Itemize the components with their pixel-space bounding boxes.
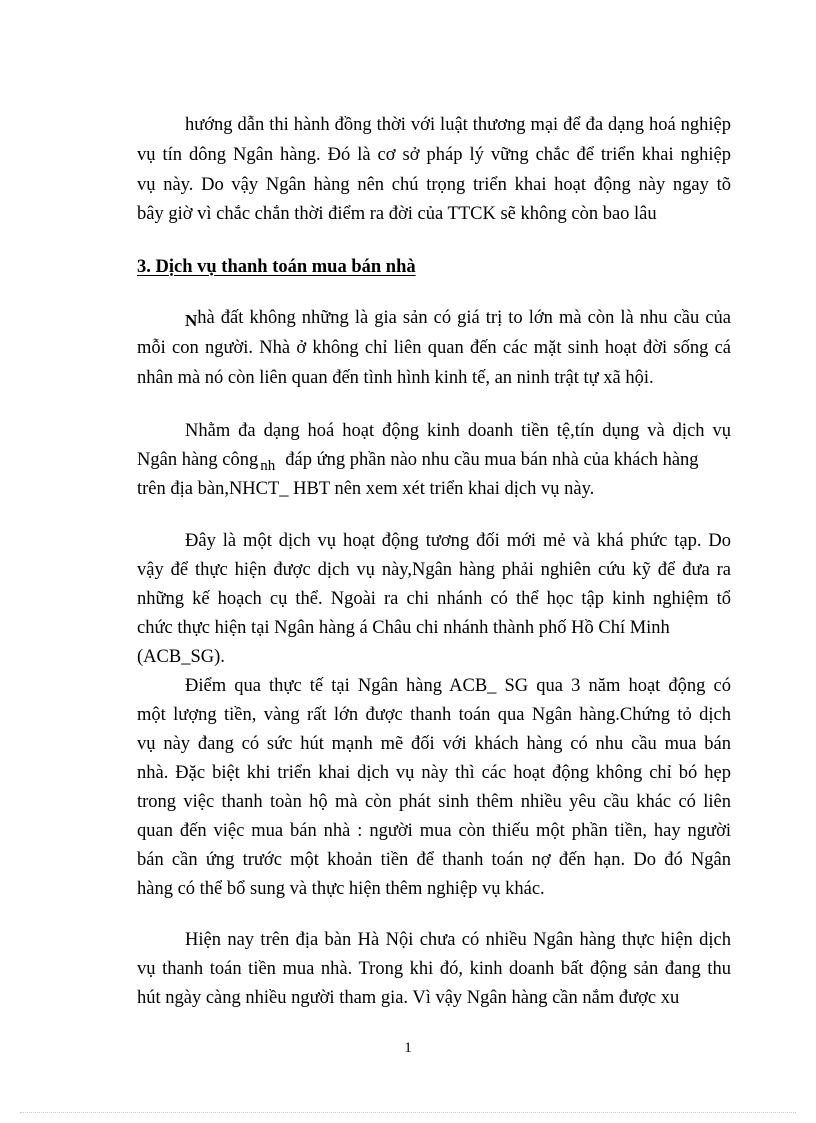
paragraph-5-line-2: một lượng tiền, vàng rất lớn được thanh toán qua Ngân hàng.Chứng tỏ dịch <box>137 705 731 725</box>
paragraph-4-line-3: những kế hoạch cụ thể. Ngoài ra chi nhánh có thể học tập kinh nghiệm tổ <box>137 589 731 609</box>
paragraph-3-line-1: Nhằm đa dạng hoá hoạt động kinh doanh tiền tệ,tín dụng và dịch vụ <box>185 421 731 441</box>
paragraph-5-line-4: nhà. Đặc biệt khi triển khai dịch vụ này thì các hoạt động không chỉ bó hẹp <box>137 763 731 783</box>
paragraph-4-line-5: (ACB_SG). <box>137 647 225 667</box>
paragraph-3-line-2-end: đáp ứng phần nào nhu cầu mua bán nhà của khách hàng <box>285 450 699 470</box>
paragraph-5-line-6: quan đến việc mua bán nhà : người mua còn thiếu một phần tiền, hay người <box>137 821 731 841</box>
paragraph-2-line-1-text: hà đất không những là gia sản có giá trị to lớn mà còn là nhu cầu của <box>197 308 731 328</box>
paragraph-1-line-2: vụ tín dông Ngân hàng. Đó là cơ sở pháp lý vững chắc để triển khai nghiệp <box>137 145 731 165</box>
paragraph-6-line-1: Hiện nay trên địa bàn Hà Nội chưa có nhiều Ngân hàng thực hiện dịch <box>185 930 731 950</box>
page-bottom-divider <box>20 1112 796 1113</box>
paragraph-6-line-2: vụ thanh toán tiền mua nhà. Trong khi đó, kinh doanh bất động sản đang thu <box>137 959 731 979</box>
paragraph-2-line-3: nhân mà nó còn liên quan đến tình hình kinh tế, an ninh trật tự xã hội. <box>137 368 654 388</box>
paragraph-1-line-3: vụ này. Do vậy Ngân hàng nên chú trọng triển khai hoạt động này ngay tõ <box>137 175 731 195</box>
paragraph-5-line-1: Điểm qua thực tế tại Ngân hàng ACB_ SG qua 3 năm hoạt động có <box>185 676 731 696</box>
paragraph-2-line-1 <box>185 304 731 332</box>
paragraph-4-line-4: chức thực hiện tại Ngân hàng á Châu chi nhánh thành phố Hồ Chí Minh <box>137 618 670 638</box>
page-number: 1 <box>404 1040 412 1056</box>
paragraph-2-line-2: mỗi con người. Nhà ở không chỉ liên quan đến các mặt sinh hoạt đời sống cá <box>137 338 731 358</box>
paragraph-5-line-7: bán cần ứng trước một khoản tiền để thanh toán nợ đến hạn. Do đó Ngân <box>137 850 731 870</box>
paragraph-3-line-3: trên địa bàn,NHCT_ HBT nên xem xét triển khai dịch vụ này. <box>137 479 595 499</box>
paragraph-3-line-2-start: Ngân hàng công <box>137 450 259 470</box>
paragraph-5-line-3: vụ này đang có sức hút mạnh mẽ đối với khách hàng có nhu cầu mua bán <box>137 734 731 754</box>
paragraph-4-line-1: Đây là một dịch vụ hoạt động tương đối mới mẻ và khá phức tạp. Do <box>185 531 731 551</box>
paragraph-6-line-3: hút ngày càng nhiều người tham gia. Vì vậy Ngân hàng cần nắm được xu <box>137 988 680 1008</box>
paragraph-3-subscript: nh <box>260 458 276 474</box>
paragraph-4-line-2: vậy để thực hiện được dịch vụ này,Ngân hàng phải nghiên cứu kỹ để đưa ra <box>137 560 731 580</box>
section-heading: 3. Dịch vụ thanh toán mua bán nhà <box>137 257 416 277</box>
paragraph-5-line-5: trong việc thanh toàn hộ mà còn phát sinh thêm nhiều yêu cầu khác có liên <box>137 792 731 812</box>
paragraph-3-line-2 <box>137 446 699 474</box>
paragraph-1-line-1: hướng dẫn thi hành đồng thời với luật thương mại để đa dạng hoá nghiệp <box>185 115 731 135</box>
paragraph-1-line-4: bây giờ vì chắc chắn thời điểm ra đời của TTCK sẽ không còn bao lâu <box>137 204 657 224</box>
paragraph-2-dropcap: N <box>185 311 198 330</box>
paragraph-5-line-8: hàng có thể bổ sung và thực hiện thêm nghiệp vụ khác. <box>137 879 545 899</box>
